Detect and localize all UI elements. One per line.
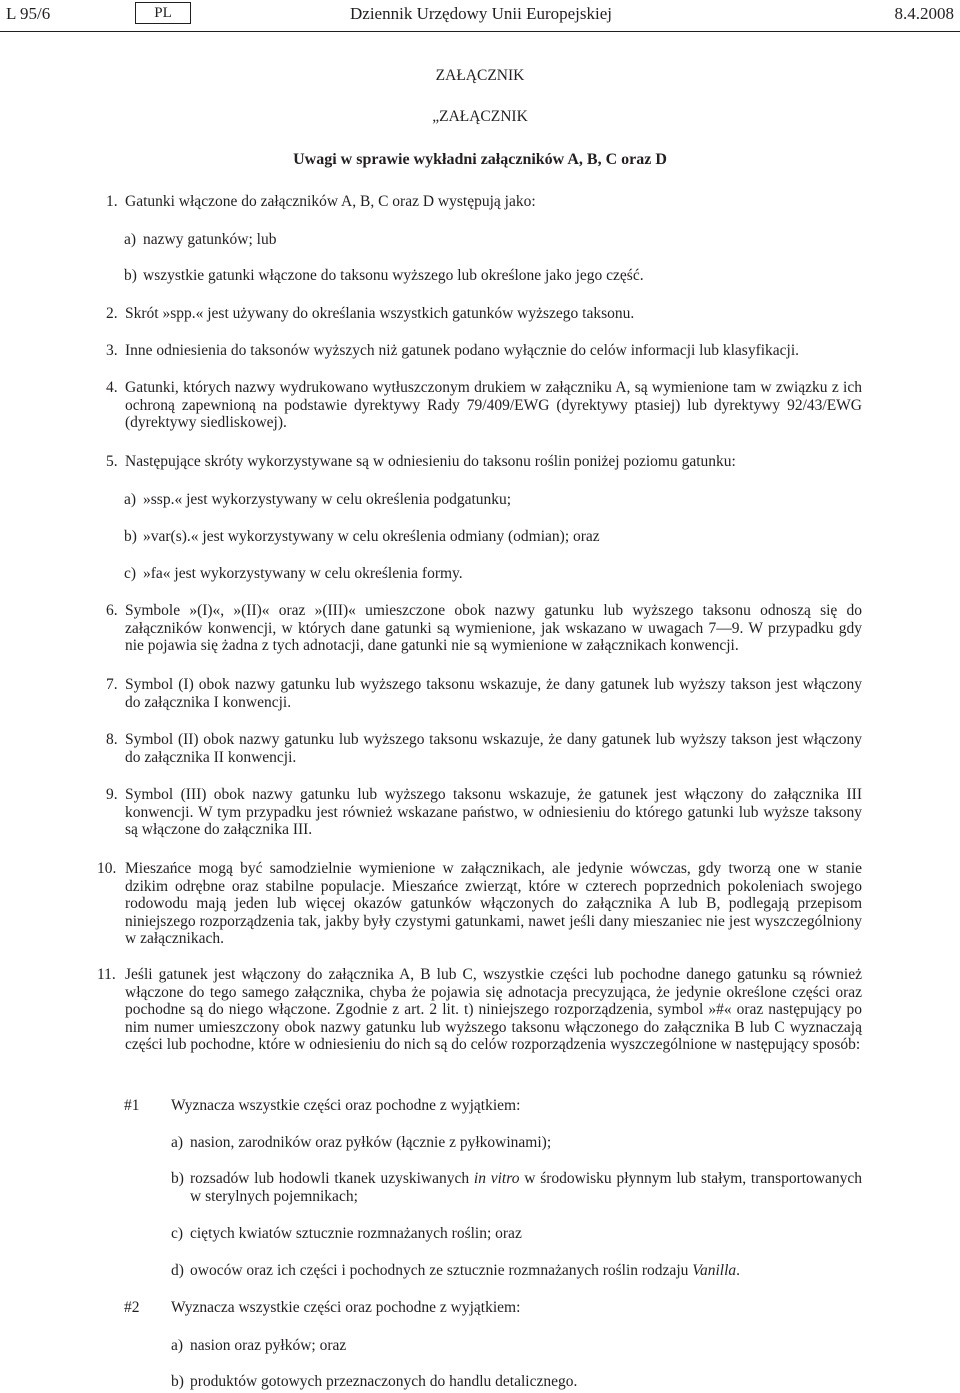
header-divider [0,31,960,32]
note-text: Symbol (I) obok nazwy gatunku lub wyższego taksonu wskazuje, że dany gatunek lub wyższy takson jest włączony do załącznika I konwencji. [125,676,862,711]
annex-subtitle: „ZAŁĄCZNIK [432,108,528,125]
note-6 [106,602,862,655]
item-text: nazwy gatunków; lub [143,231,277,248]
annotation-2 [124,1299,862,1317]
annex-title: ZAŁĄCZNIK [435,67,525,84]
item-label: a) [124,231,137,248]
item-label: c) [171,1225,184,1242]
annotation-label: #1 [124,1097,140,1114]
item-label: d) [171,1262,184,1279]
note-number: 6. [106,602,118,619]
note-number: 2. [106,305,118,322]
note-text: Inne odniesienia do taksonów wyższych niż gatunek podano wyłącznie do celów informacji lub klasyfikacji. [125,342,800,359]
note-1-item-b [124,267,862,285]
note-text: Symbol (II) obok nazwy gatunku lub wyższego taksonu wskazuje, że dany gatunek lub wyższy takson jest włączony do załącznika II konwencji. [125,731,862,766]
page-reference: L 95/6 [6,4,51,23]
item-text: nasion, zarodników oraz pyłków (łącznie z pyłkowinami); [190,1134,552,1151]
page-header [0,2,960,28]
item-label: b) [171,1170,184,1187]
item-label: b) [124,267,137,284]
annotation-2-item-a [171,1337,862,1355]
note-text: Mieszańce mogą być samodzielnie wymienione w załącznikach, ale jedynie wówczas, gdy tworzą one w stanie dzikim odrębne oraz stabilne populacje. Mieszańce zwierząt, które w czterech poprzednich pokoleniach swojego rodowodu mają jeden lub więcej okazów gatunków włączonych do załącznika A lub B, podlegają przepisom niniejszego rozporządzenia tak, jakby były czystymi gatunkami, nawet jeśli dany mieszaniec nie jest wyszczególniony w załącznikach. [125,860,862,947]
note-7 [106,676,862,711]
annotation-1-item-d [171,1262,862,1280]
item-text: nasion oraz pyłków; oraz [190,1337,347,1354]
section-heading: Uwagi w sprawie wykładni załączników A, B, C oraz D [293,151,667,168]
item-text: produktów gotowych przeznaczonych do handlu detalicznego. [190,1373,578,1390]
journal-title: Dziennik Urzędowy Unii Europejskiej [350,4,613,23]
item-label: b) [124,528,137,545]
note-number: 1. [106,193,118,210]
annotation-text: Wyznacza wszystkie części oraz pochodne z wyjątkiem: [171,1299,521,1316]
note-number: 7. [106,676,118,693]
note-text: Symbol (III) obok nazwy gatunku lub wyższego taksonu wskazuje, że gatunek jest włączony do załącznika III konwencji. W tym przypadku jest również wskazane państwo, w odniesieniu do którego gatunki lub wyższe taksony są włączone do załącznika III. [125,786,862,838]
note-text: Jeśli gatunek jest włączony do załącznika A, B lub C, wszystkie części lub pochodne danego gatunku są również włączone do tego samego załącznika, chyba że pojawia się adnotacja precyzująca, że jedynie określone części oraz pochodne są do niego włączone. Zgodnie z art. 2 lit. t) niniejszego rozporządzenia, symbol »#« oraz następujący po nim numer umieszczony obok nazwy gatunku lub wyższego taksonu włączonego do załącznika B lub C wyznaczają części lub pochodne, które w odniesieniu do nich są do celów rozporządzenia wyszczególnione w następujący sposób: [125,966,862,1053]
publication-date: 8.4.2008 [894,4,954,23]
note-number: 3. [106,342,118,359]
item-text: »var(s).« jest wykorzystywany w celu określenia odmiany (odmian); oraz [143,528,600,545]
item-text: »fa« jest wykorzystywany w celu określenia formy. [143,565,463,582]
note-5-item-c [124,565,862,583]
note-2 [106,305,862,323]
note-text: Gatunki włączone do załączników A, B, C oraz D występują jako: [125,193,536,210]
item-text: wszystkie gatunki włączone do taksonu wyższego lub określone jako jego część. [143,267,644,284]
item-label: c) [124,565,137,582]
item-label: a) [171,1337,184,1354]
note-4 [106,379,862,432]
note-number: 5. [106,453,118,470]
annotation-1-item-b [171,1170,862,1205]
note-9 [106,786,862,839]
note-text: Następujące skróty wykorzystywane są w odniesieniu do taksonu roślin poniżej poziomu gatunku: [125,453,736,470]
note-number: 4. [106,379,118,396]
note-8 [106,731,862,766]
item-text: »ssp.« jest wykorzystywany w celu określenia podgatunku; [143,491,512,508]
note-text: Gatunki, których nazwy wydrukowano wytłuszczonym drukiem w załączniku A, są wymienione tam w związku z ich ochroną zapewnioną na podstawie dyrektywy Rady 79/409/EWG (dyrektywy ptasiej) lub dyrektywy 92/43/EWG (dyrektywy siedliskowej). [125,379,862,431]
note-3 [106,342,862,360]
note-1 [106,193,862,211]
note-text: Symbole »(I)«, »(II)« oraz »(III)« umieszczone obok nazwy gatunku lub wyższego taksonu odnoszą się do załączników konwencji, w których dane gatunki są wymienione, jak wskazano w uwagach 7—9. W przypadku gdy nie pojawia się żadna z tych adnotacji, dane gatunki nie są wymienione w załącznikach konwencji. [125,602,862,654]
annotation-1-item-c [171,1225,862,1243]
note-11 [97,966,862,1054]
annotation-text: Wyznacza wszystkie części oraz pochodne z wyjątkiem: [171,1097,521,1114]
item-text: rozsadów lub hodowli tkanek uzyskiwanych in vitro w środowisku płynnym lub stałym, transportowanych w sterylnych pojemnikach; [190,1170,862,1205]
note-number: 11. [97,966,116,983]
note-text: Skrót »spp.« jest używany do określania wszystkich gatunków wyższego taksonu. [125,305,635,322]
item-label: a) [171,1134,184,1151]
language-badge: PL [135,2,191,24]
note-number: 10. [97,860,117,877]
item-text: ciętych kwiatów sztucznie rozmnażanych roślin; oraz [190,1225,522,1242]
note-5-item-b [124,528,862,546]
note-number: 9. [106,786,118,803]
note-number: 8. [106,731,118,748]
item-label: b) [171,1373,184,1390]
note-1-item-a [124,231,862,249]
item-text: owoców oraz ich części i pochodnych ze sztucznie rozmnażanych roślin rodzaju Vanilla. [190,1262,741,1279]
annotation-label: #2 [124,1299,140,1316]
note-5 [106,453,862,471]
annotation-1 [124,1097,862,1115]
item-label: a) [124,491,137,508]
annotation-1-item-a [171,1134,862,1152]
annotation-2-item-b [171,1373,862,1391]
note-5-item-a [124,491,862,509]
note-10 [97,860,862,948]
